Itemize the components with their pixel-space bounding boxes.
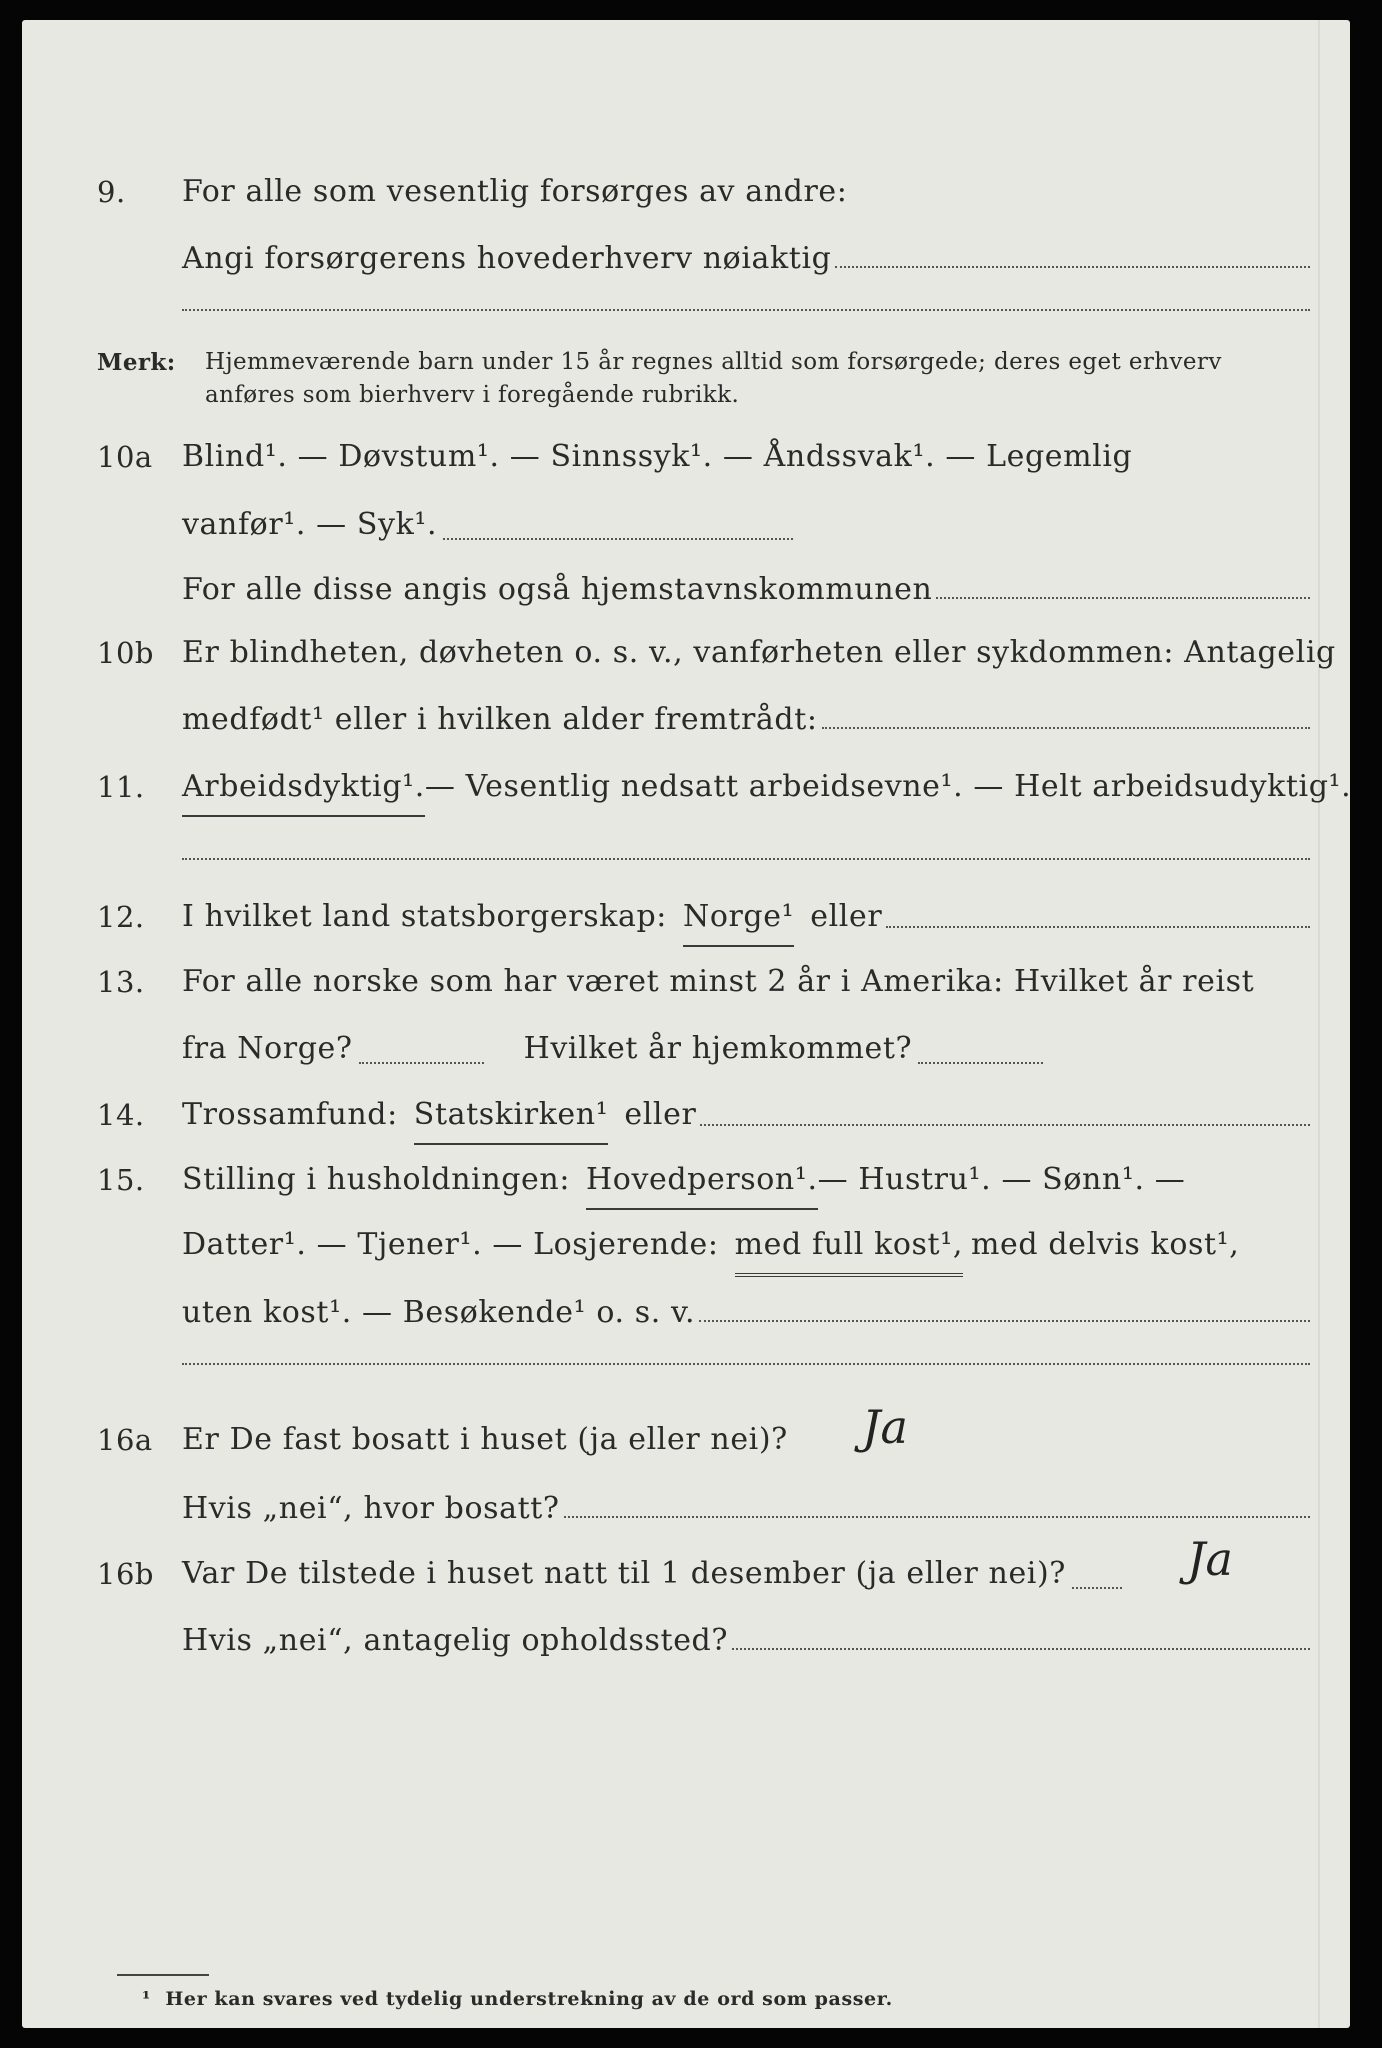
question-number: 13.: [97, 965, 145, 999]
question-number: 16a: [97, 1423, 153, 1457]
merk-label: Merk:: [97, 349, 176, 376]
merk-note: [97, 346, 1310, 416]
answer-field[interactable]: [936, 597, 1310, 599]
footnote: [142, 1988, 893, 2010]
question-number: 12.: [97, 900, 145, 934]
answer-field[interactable]: [1072, 1587, 1122, 1589]
question-11: 11. Arbeidsdyktig¹. — Vesentlig nedsatt arbeidsevne¹. — Helt arbeidsudyktig¹.: [22, 760, 1350, 814]
answer-field[interactable]: [835, 266, 1310, 268]
answer-field-hjemkommet[interactable]: [918, 1062, 1043, 1064]
answer-field[interactable]: [443, 538, 793, 540]
question-16a-line-2: Hvis „nei“, hvor bosatt?: [22, 1482, 1350, 1536]
option-med-full-kost-underlined[interactable]: med full kost¹,: [735, 1218, 963, 1277]
question-text: For alle som vesentlig forsørges av andre:: [182, 174, 848, 209]
answer-field-extra[interactable]: [182, 309, 1310, 311]
question-9-line-2: Angi forsørgerens hovederhverv nøiaktig: [22, 232, 1350, 286]
question-15-line-2: Datter¹. — Tjener¹. — Losjerende: med full kost¹, med delvis kost¹,: [22, 1218, 1350, 1272]
answer-field[interactable]: [700, 1124, 1310, 1126]
question-16b-line-2: Hvis „nei“, antagelig opholdssted?: [22, 1614, 1350, 1668]
answer-field[interactable]: [699, 1320, 1310, 1322]
answer-field[interactable]: [886, 926, 1310, 928]
question-10b: 10b Er blindheten, døvheten o. s. v., vanførheten eller sykdommen: Antagelig: [22, 626, 1350, 680]
answer-field-extra[interactable]: [182, 858, 1310, 860]
question-number: 14.: [97, 1098, 145, 1132]
question-number: 11.: [97, 770, 145, 804]
question-number: 15.: [97, 1163, 145, 1197]
handwritten-answer-16a: Ja: [862, 1400, 908, 1454]
footnote-rule: [117, 1974, 209, 1976]
answer-field-extra[interactable]: [182, 1363, 1310, 1365]
census-form-page: [22, 20, 1350, 2028]
option-hovedperson-underlined[interactable]: Hovedperson¹.: [586, 1153, 818, 1210]
merk-text: Hjemmeværende barn under 15 år regnes alltid som forsørgede; deres eget erhverv anføres som bierhverv i foregående rubrikk.: [205, 349, 1222, 408]
option-arbeidsdyktig-underlined[interactable]: Arbeidsdyktig¹.: [182, 760, 425, 817]
question-15-line-3: uten kost¹. — Besøkende¹ o. s. v.: [22, 1286, 1350, 1340]
question-number: 10a: [97, 440, 153, 474]
question-15: 15. Stilling i husholdningen: Hovedperson¹. — Hustru¹. — Sønn¹. —: [22, 1153, 1350, 1207]
question-number: 9.: [97, 175, 126, 209]
question-number: 10b: [97, 636, 154, 670]
question-16b: 16b Var De tilstede i huset natt til 1 desember (ja eller nei)?: [22, 1547, 1350, 1601]
footnote-text: Her kan svares ved tydelig understrekning av de ord som passer.: [165, 1988, 893, 2010]
question-14: 14. Trossamfund: Statskirken¹ eller: [22, 1088, 1350, 1142]
question-9: [22, 165, 1350, 219]
answer-field[interactable]: [564, 1516, 1310, 1518]
question-10a: 10a Blind¹. — Døvstum¹. — Sinnssyk¹. — Åndssvak¹. — Legemlig: [22, 430, 1350, 484]
footnote-marker: ¹: [142, 1988, 151, 2010]
question-16a: 16a Er De fast bosatt i huset (ja eller nei)?: [22, 1413, 1350, 1467]
answer-field[interactable]: [822, 727, 1310, 729]
question-12: 12. I hvilket land statsborgerskap: Norge¹ eller: [22, 890, 1350, 944]
question-13: 13. For alle norske som har været minst 2 år i Amerika: Hvilket år reist: [22, 955, 1350, 1009]
answer-field-reist[interactable]: [359, 1062, 484, 1064]
question-10a-line-3: For alle disse angis også hjemstavnskommunen: [22, 563, 1350, 617]
question-10b-line-2: medfødt¹ eller i hvilken alder fremtrådt:: [22, 693, 1350, 747]
answer-field[interactable]: [732, 1648, 1310, 1650]
option-statskirken-underlined[interactable]: Statskirken¹: [414, 1088, 609, 1145]
question-13-line-2: fra Norge? Hvilket år hjemkommet?: [22, 1022, 1350, 1076]
option-norge-underlined[interactable]: Norge¹: [683, 890, 794, 947]
question-10a-line-2: vanfør¹. — Syk¹.: [22, 498, 1350, 552]
question-number: 16b: [97, 1557, 154, 1591]
handwritten-answer-16b: Ja: [1187, 1532, 1233, 1586]
